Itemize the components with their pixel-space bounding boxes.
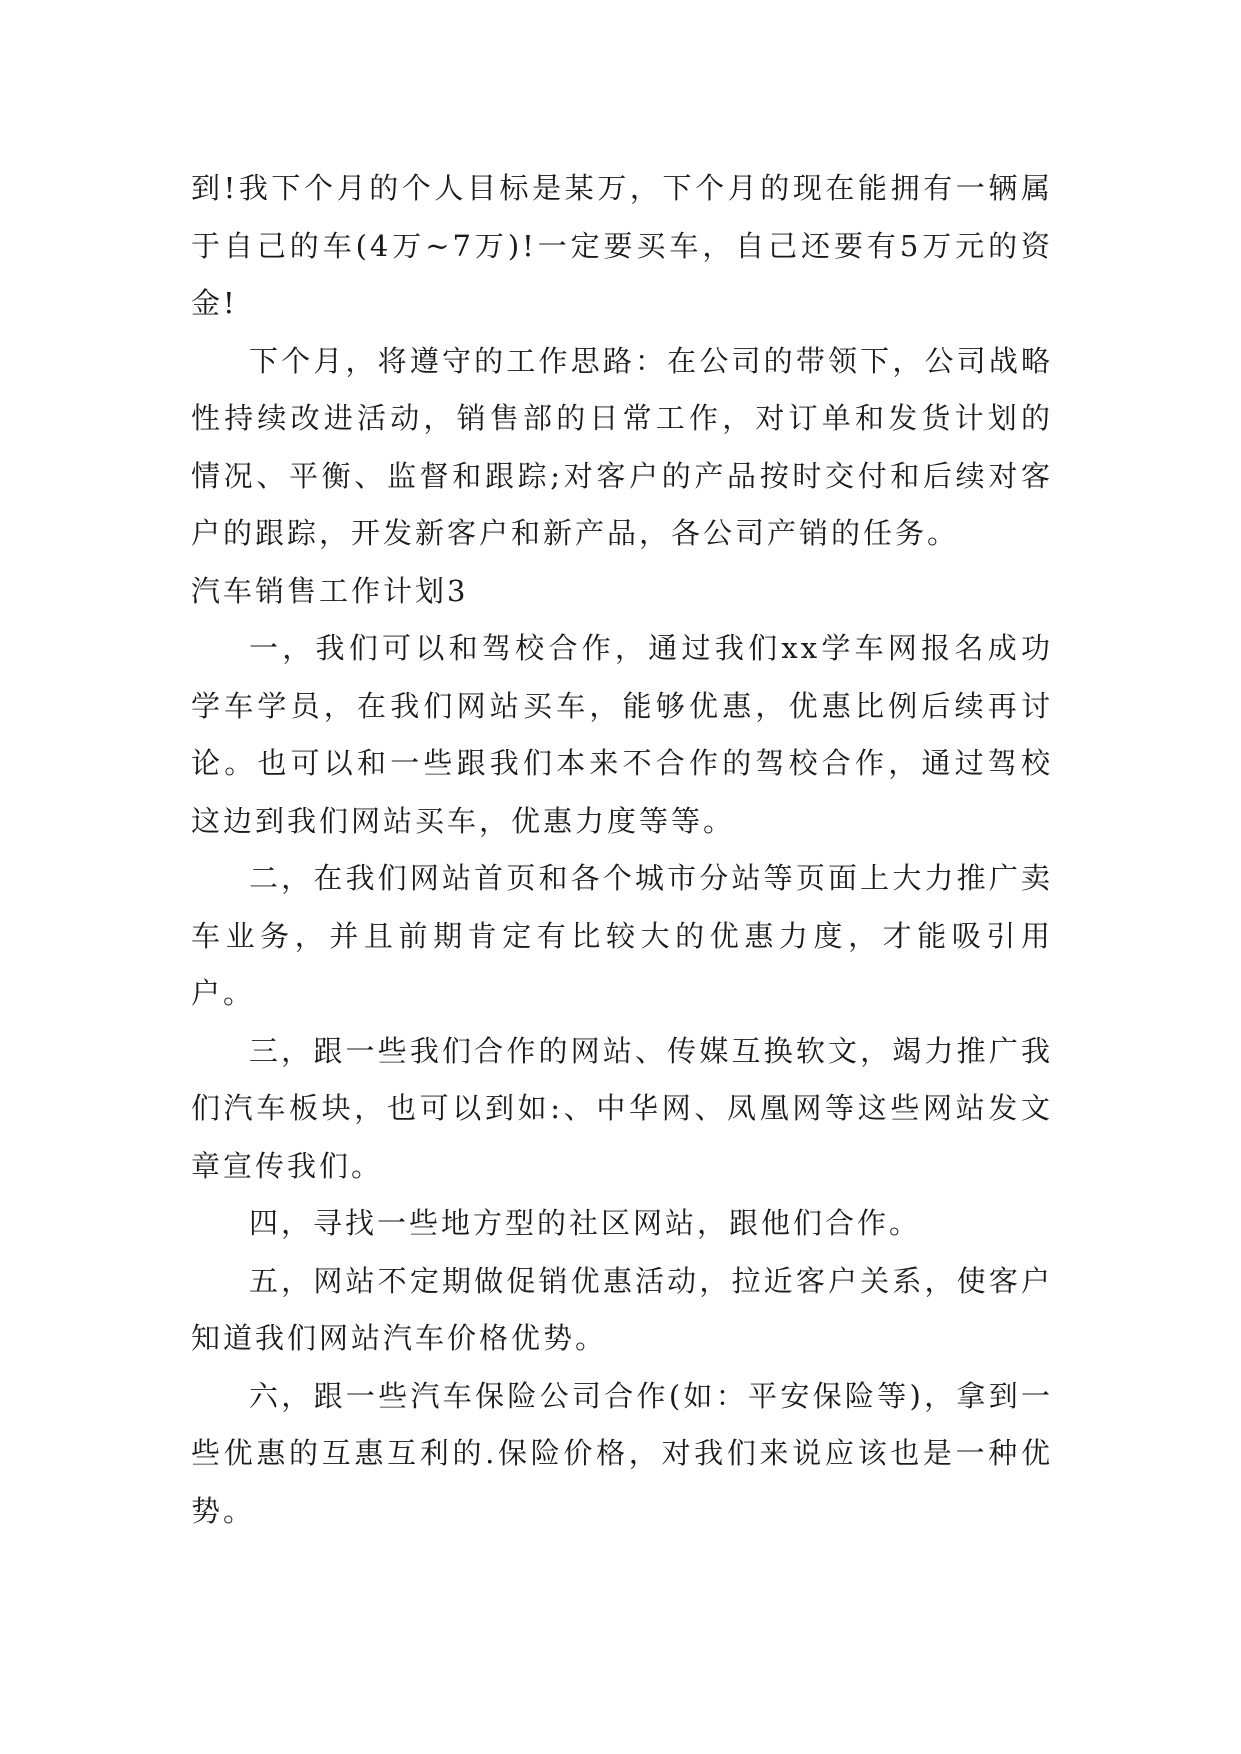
paragraph-work-approach: 下个月，将遵守的工作思路：在公司的带领下，公司战略性持续改进活动，销售部的日常工作，对订单和发货计划的情况、平衡、监督和跟踪;对客户的产品按时交付和后续对客户的跟踪，开发新客户和新产品，各公司产销的任务。	[191, 343, 1053, 550]
list-item-1: 一，我们可以和驾校合作，通过我们xx学车网报名成功学车学员，在我们网站买车，能够优惠，优惠比例后续再讨论。也可以和一些跟我们本来不合作的驾校合作，通过驾校这边到我们网站买车，优惠力度等等。	[191, 631, 1053, 838]
list-item-4: 四，寻找一些地方型的社区网站，跟他们合作。	[249, 1206, 922, 1240]
list-item-6: 六，跟一些汽车保险公司合作(如：平安保险等)，拿到一些优惠的互惠互利的.保险价格，对我们来说应该也是一种优势。	[191, 1378, 1053, 1528]
list-item-2: 二，在我们网站首页和各个城市分站等页面上大力推广卖车业务，并且前期肯定有比较大的优惠力度，才能吸引用户。	[191, 861, 1053, 1010]
paragraph-continuation: 到!我下个月的个人目标是某万，下个月的现在能拥有一辆属于自己的车(4万~7万)!一定要买车，自己还要有5万元的资金!	[191, 171, 1053, 320]
list-item-5: 五，网站不定期做促销优惠活动，拉近客户关系，使客户知道我们网站汽车价格优势。	[191, 1263, 1053, 1355]
list-item-3: 三，跟一些我们合作的网站、传媒互换软文，竭力推广我们汽车板块，也可以到如:、中华网、凤凰网等这些网站发文章宣传我们。	[191, 1033, 1053, 1183]
section-heading: 汽车销售工作计划3	[191, 573, 469, 608]
document-page	[191, 160, 1053, 1540]
